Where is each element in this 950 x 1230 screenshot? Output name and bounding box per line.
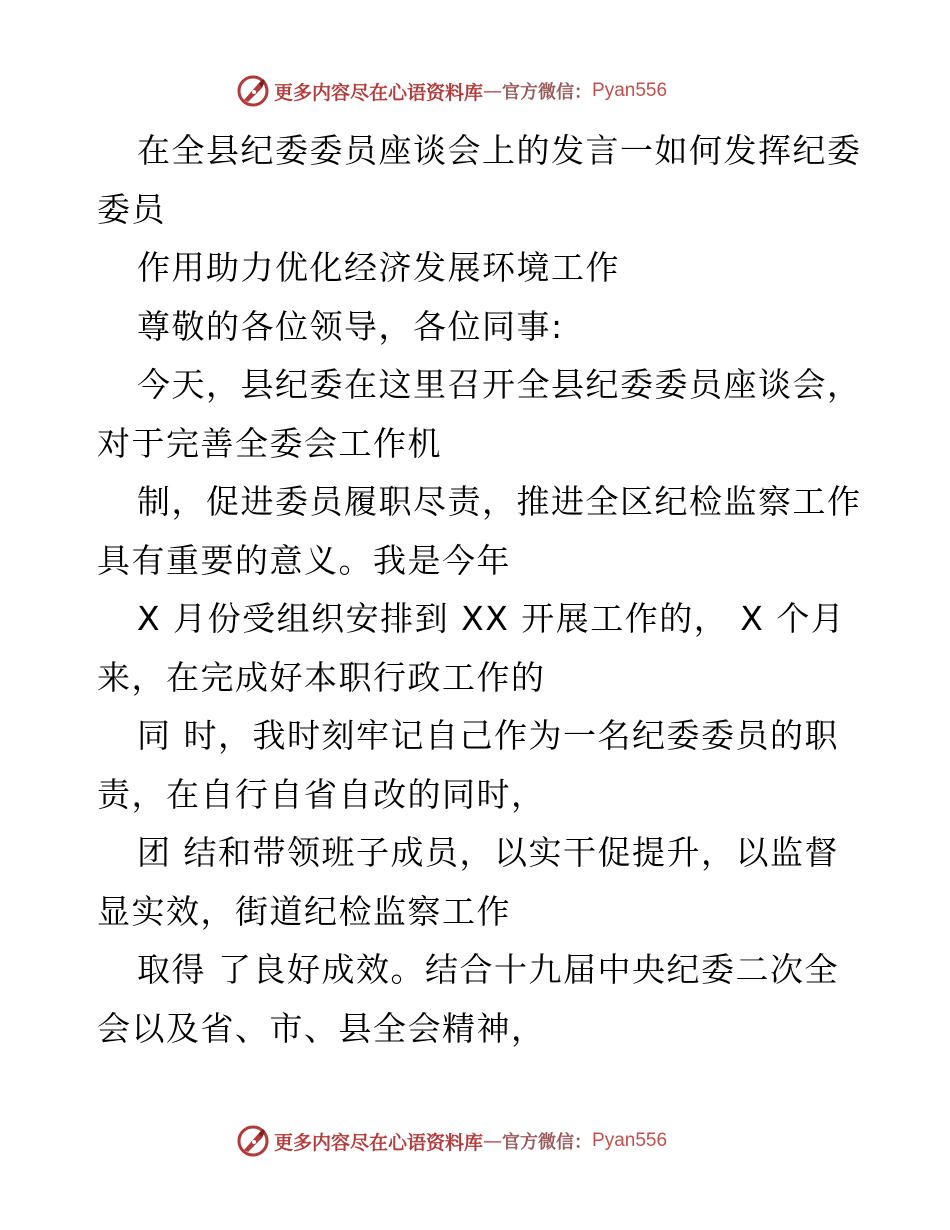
header-watermark	[236, 74, 667, 108]
watermark-brand-text: 更多内容尽在心语资料库	[274, 81, 484, 104]
salutation: 尊敬的各位领导，各位同事:	[137, 306, 564, 346]
paragraph-line: 取得 了良好成效。结合十九届中央纪委二次全	[137, 950, 839, 989]
pen-nib-logo-icon	[236, 74, 270, 108]
watermark-wechat-id: Pyan556	[592, 80, 668, 101]
paragraph-line: 具有重要的意义。我是今年	[97, 540, 511, 580]
paragraph-line: X 月份受组织安排到 XX 开展工作的， X 个月	[137, 599, 846, 638]
paragraph-line: 对于完善全委会工作机	[97, 423, 442, 463]
watermark-wechat-id: Pyan556	[592, 1130, 668, 1151]
watermark-dash: —	[483, 80, 503, 102]
paragraph-line: 显实效，街道纪检监察工作	[97, 891, 511, 931]
title-line-1: 在全县纪委委员座谈会上的发言一如何发挥纪委	[137, 131, 862, 170]
paragraph-line: 制，促进委员履职尽责，推进全区纪检监察工作	[137, 482, 862, 521]
paragraph-line: 同 时，我时刻牢记自己作为一名纪委委员的职	[137, 716, 839, 755]
pen-nib-logo-icon	[236, 1124, 270, 1158]
watermark-wechat-label: 官方微信：	[502, 1132, 593, 1153]
watermark-wechat-label: 官方微信：	[502, 82, 593, 103]
watermark-brand-text: 更多内容尽在心语资料库	[274, 1131, 484, 1154]
paragraph-line: 来，在完成好本职行政工作的	[97, 657, 546, 697]
watermark-dash: —	[483, 1130, 503, 1152]
title-line-2: 委员	[97, 189, 166, 229]
footer-watermark	[236, 1124, 667, 1158]
paragraph-line: 责，在自行自省自改的同时，	[97, 774, 546, 814]
paragraph-line: 团 结和带领班子成员，以实干促提升，以监督	[137, 833, 839, 872]
document-body	[97, 122, 867, 1058]
paragraph-line: 会以及省、市、县全会精神，	[97, 1008, 546, 1048]
title-line-3: 作用助力优化经济发展环境工作	[137, 248, 620, 287]
paragraph-line: 今天，县纪委在这里召开全县纪委委员座谈会，	[137, 365, 862, 404]
